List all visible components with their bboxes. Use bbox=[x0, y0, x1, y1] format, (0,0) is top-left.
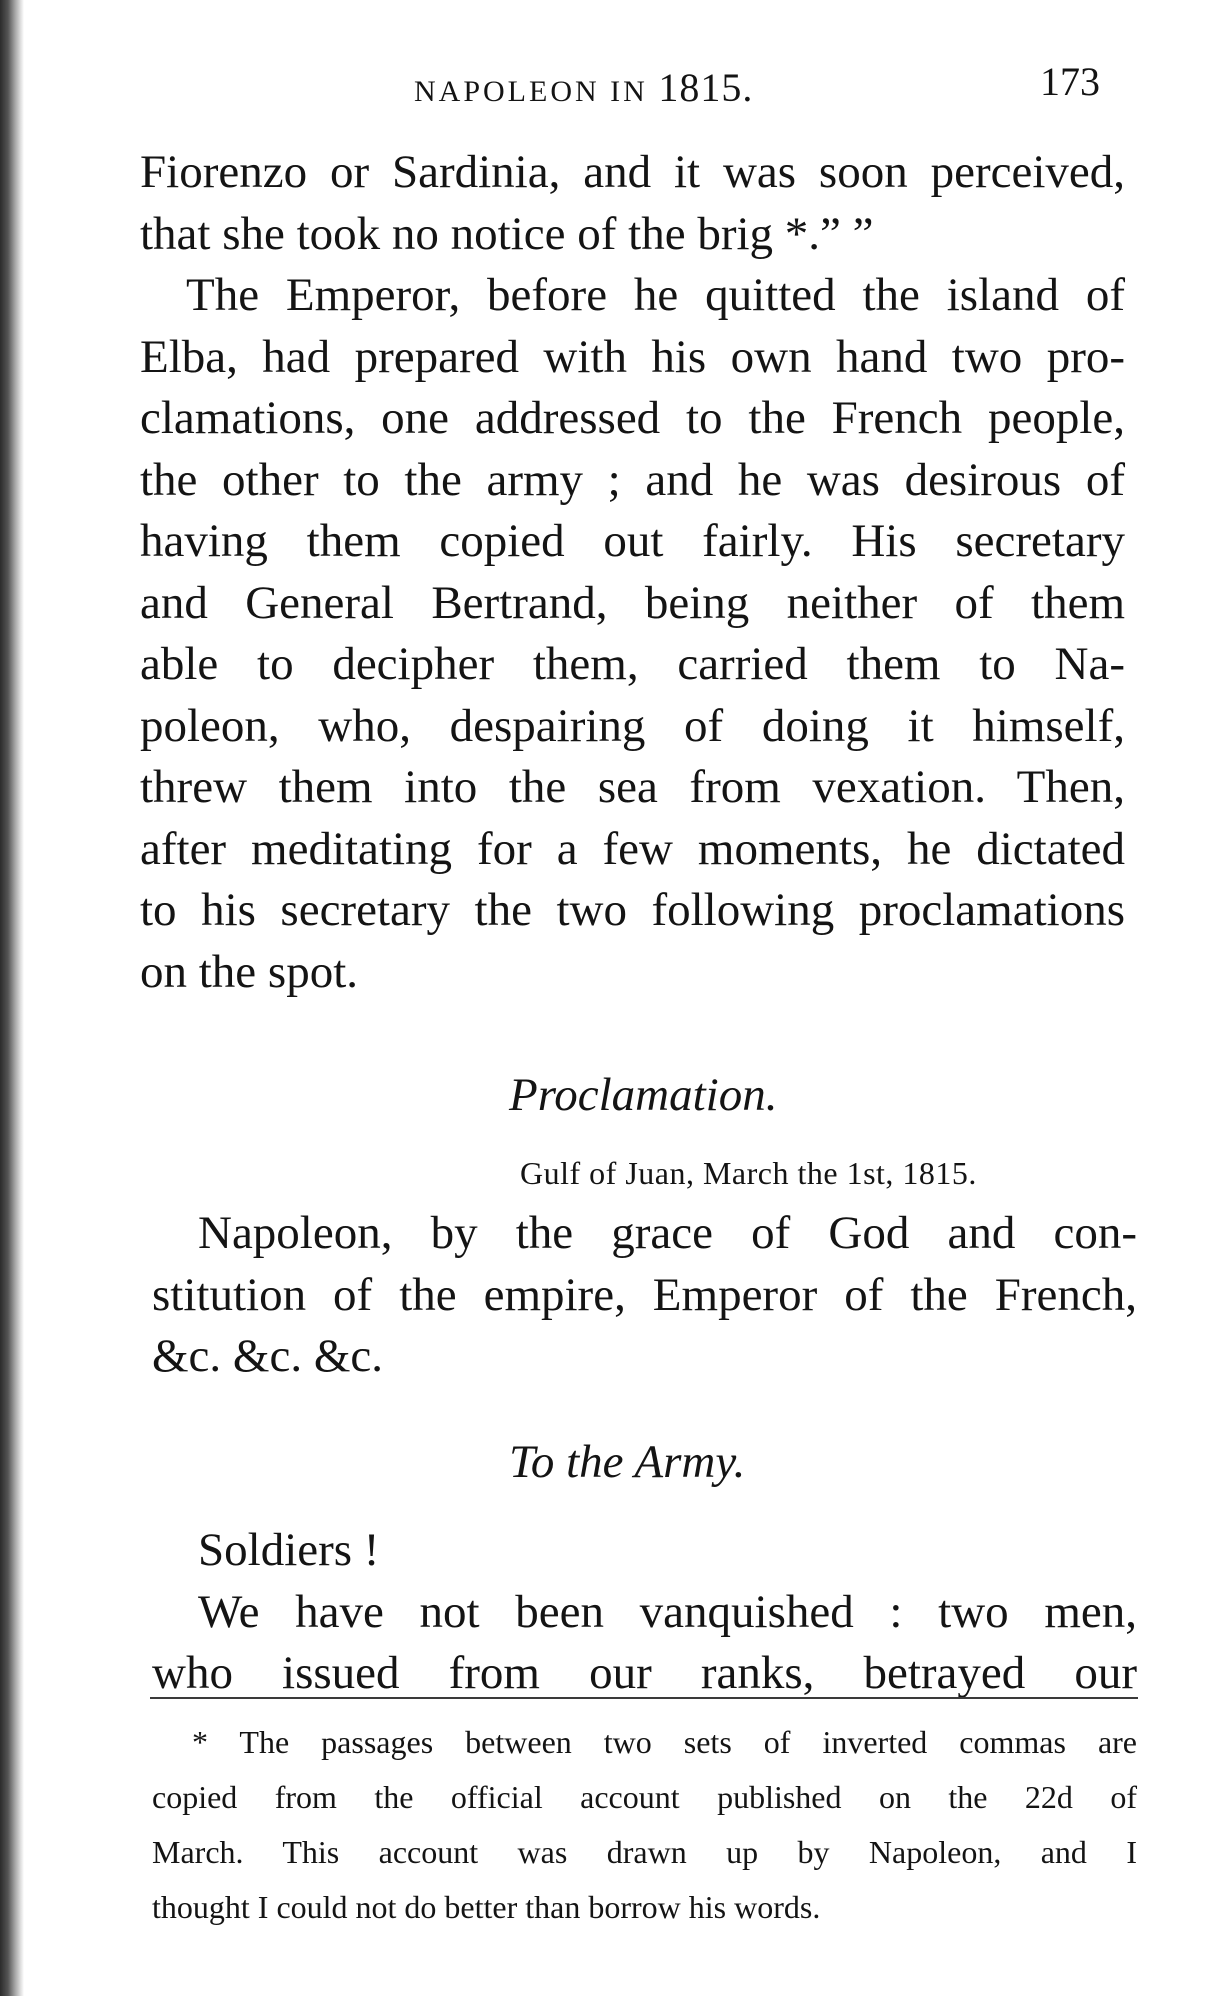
body-line: stitution of the empire, Emperor of the French, bbox=[152, 1268, 1137, 1321]
body-line: Napoleon, by the grace of God and con- bbox=[198, 1207, 1137, 1259]
body-line: to his secretary the two following proclamations bbox=[140, 884, 1125, 936]
body-line: after meditating for a few moments, he dictated bbox=[140, 822, 1125, 875]
dateline: Gulf of Juan, March the 1st, 1815. bbox=[520, 1155, 977, 1191]
footnote-line: March. This account was drawn up by Napoleon, and I bbox=[152, 1834, 1137, 1870]
footnote bbox=[152, 1715, 1137, 1935]
army-address bbox=[152, 1520, 1137, 1705]
body-line: and General Bertrand, being neither of them bbox=[140, 576, 1125, 629]
footnote-line: * The passages between two sets of inverted commas are bbox=[192, 1724, 1137, 1760]
body-line: that she took no notice of the brig *.” ” bbox=[140, 207, 874, 260]
body-line: who issued from our ranks, betrayed our bbox=[152, 1647, 1137, 1699]
body-line: Soldiers ! bbox=[198, 1524, 380, 1576]
proclamation-salutation bbox=[152, 1203, 1137, 1388]
footnote-divider bbox=[150, 1697, 1138, 1699]
body-line: Fiorenzo or Sardinia, and it was soon perceived, bbox=[140, 146, 1125, 198]
footnote-line: thought I could not do better than borrow his words. bbox=[152, 1889, 821, 1925]
body-line: able to decipher them, carried them to Na- bbox=[140, 638, 1125, 690]
body-paragraphs bbox=[140, 142, 1125, 1003]
body-line: clamations, one addressed to the French people, bbox=[140, 392, 1125, 444]
body-line: the other to the army ; and he was desirous of bbox=[140, 453, 1125, 506]
body-line: The Emperor, before he quitted the island of bbox=[186, 269, 1125, 321]
army-heading: To the Army. bbox=[509, 1436, 746, 1488]
body-line: Elba, had prepared with his own hand two pro- bbox=[140, 330, 1125, 383]
page-header bbox=[0, 52, 1215, 112]
body-line: &c. &c. &c. bbox=[152, 1330, 384, 1382]
page-number: 173 bbox=[1040, 59, 1100, 104]
body-line: poleon, who, despairing of doing it himself, bbox=[140, 699, 1125, 752]
proclamation-heading: Proclamation. bbox=[509, 1069, 778, 1121]
body-line: threw them into the sea from vexation. Then, bbox=[140, 761, 1125, 813]
running-title: NAPOLEON IN 1815. bbox=[414, 65, 754, 110]
page-binding-edge bbox=[0, 0, 24, 1996]
body-line: on the spot. bbox=[140, 945, 359, 998]
footnote-line: copied from the official account published on the 22d of bbox=[152, 1779, 1137, 1815]
body-line: We have not been vanquished : two men, bbox=[198, 1585, 1137, 1638]
body-line: having them copied out fairly. His secretary bbox=[140, 515, 1125, 567]
